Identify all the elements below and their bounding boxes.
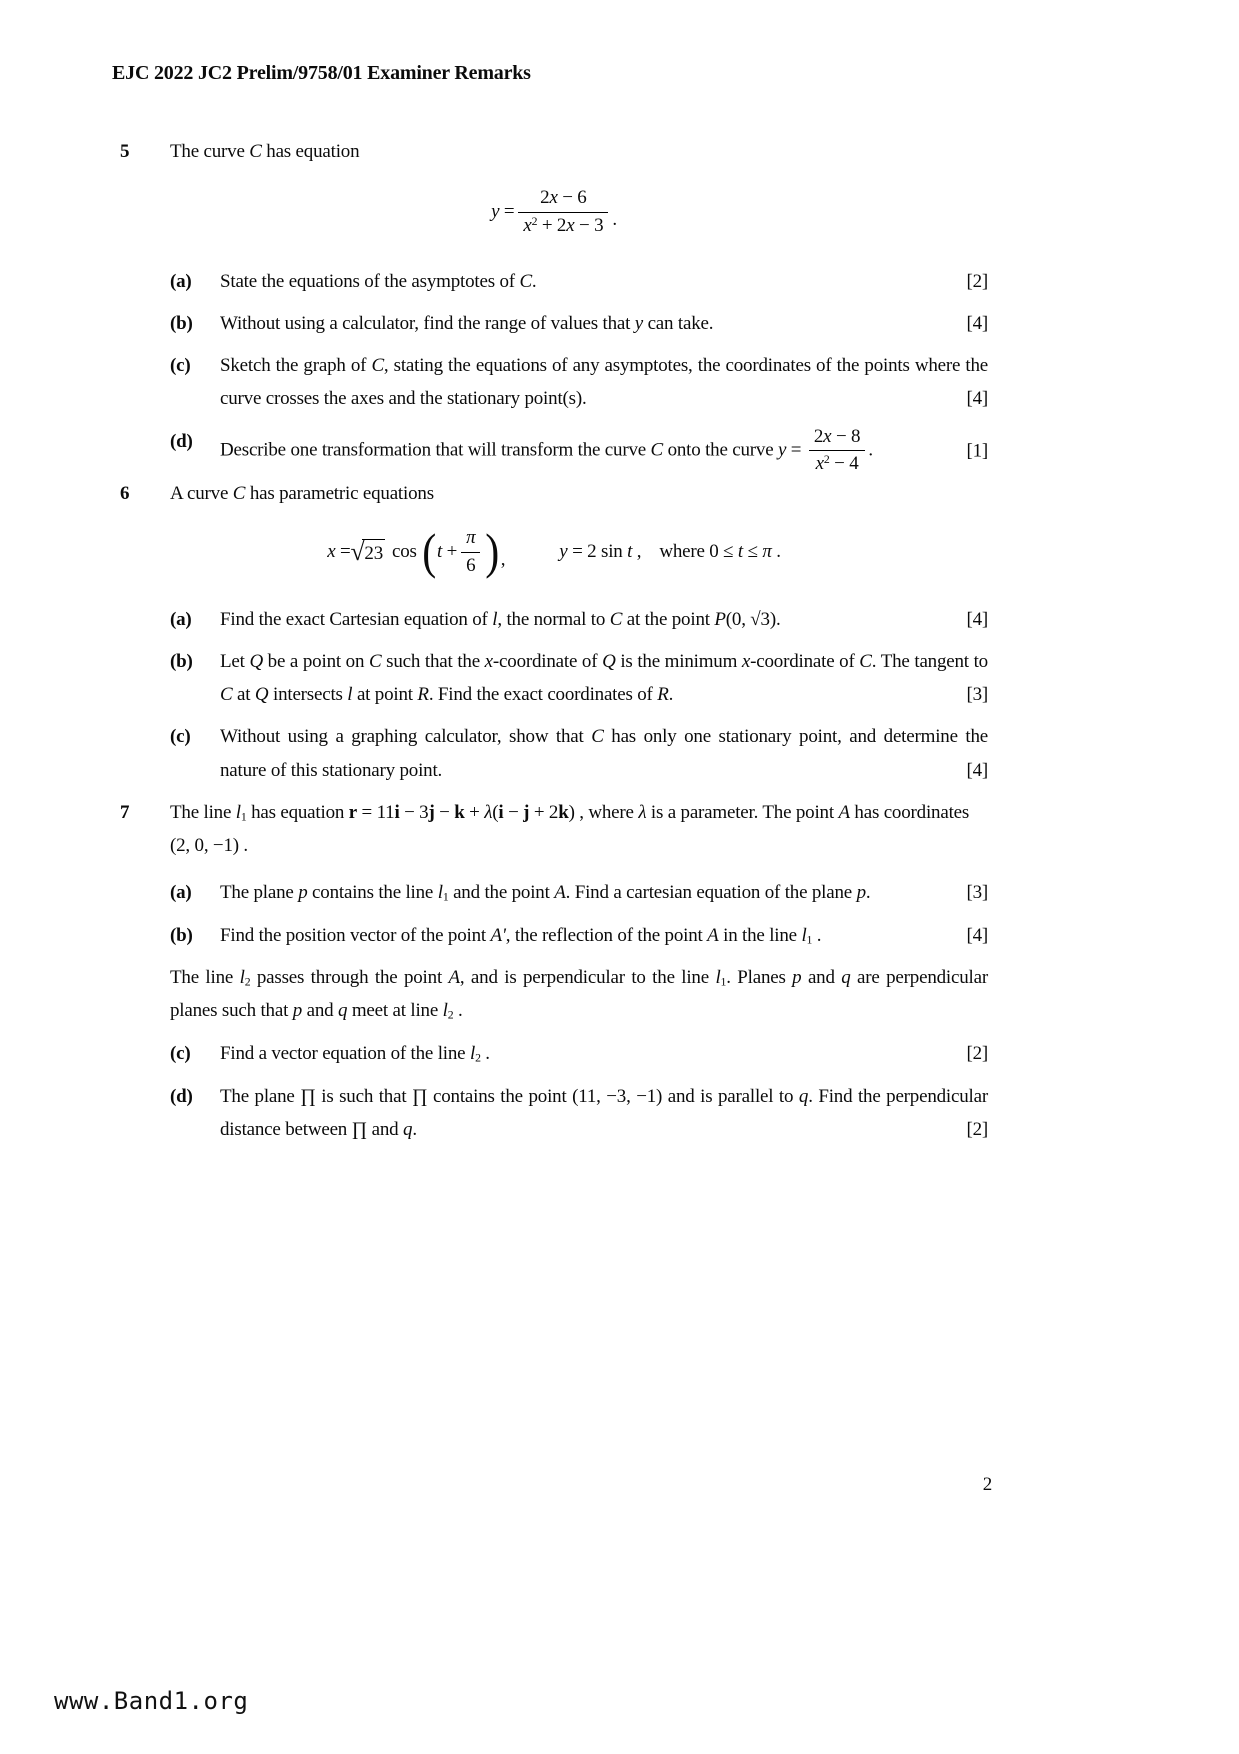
part-text: Find the position vector of the point A', the reflection of the point A in the line $l_1$ . (220, 924, 822, 947)
q6-part-b (170, 645, 988, 712)
question-intro-line1: The line $l_1$ has equation r = 11i − 3j − k + λ(i − j + 2k) , where λ is a parameter. The point A has coordinates (170, 801, 970, 824)
q5-part-a (170, 265, 988, 298)
equation-y-part: y = 2 sin t , (559, 541, 642, 563)
watermark-link: www.Band1.org (54, 1687, 249, 1715)
marks-badge: [4] (966, 608, 988, 630)
part-text: The plane p contains the line $l_1$ and the point A. Find a cartesian equation of the plane p. (220, 882, 871, 904)
page-number: 2 (982, 1474, 992, 1495)
equation-x-lhs: x = (327, 541, 351, 563)
fraction-denominator: $x^2 + 2x - 3$ (523, 214, 604, 236)
close-paren: ) (485, 524, 500, 580)
marks-badge: [2] (966, 1043, 988, 1065)
part-text: Without using a calculator, find the range of values that y can take. (220, 312, 714, 334)
q7-part-b (170, 919, 988, 952)
question-7-intro-row (120, 796, 988, 863)
fraction-denominator: 6 (466, 554, 476, 576)
document-header: EJC 2022 JC2 Prelim/9758/01 Examiner Remarks (112, 62, 531, 84)
part-text (220, 425, 988, 477)
question-intro: The curve C has equation (170, 141, 360, 162)
part-text: Let Q be a point on C such that the x-coordinate of Q is the minimum x-coordinate of C. The tangent to C at Q intersects l at point R. Find the exact coordinates of R. (220, 650, 988, 706)
question-5 (120, 135, 988, 477)
part-label: (d) (170, 430, 193, 452)
marks-badge: [4] (966, 312, 988, 334)
marks-badge: [1] (966, 440, 988, 462)
part-label: (a) (170, 882, 192, 904)
part-label: (c) (170, 1043, 191, 1065)
part-label: (a) (170, 608, 192, 630)
equation-comma: , (500, 548, 506, 570)
equation-lhs: y = (491, 201, 515, 223)
question-intro: A curve C has parametric equations (170, 483, 434, 504)
fraction-numerator: 2x − 8 (809, 425, 865, 452)
question-intro-line2: (2, 0, −1) . (170, 835, 248, 857)
question-5-intro-row (120, 135, 988, 168)
marks-badge: [4] (966, 759, 988, 781)
part-label: (d) (170, 1085, 193, 1107)
q7-part-a (170, 876, 988, 909)
q7-part-c (170, 1037, 988, 1070)
part-label: (a) (170, 270, 192, 292)
q7-part-d (170, 1080, 988, 1147)
q5-part-d (170, 425, 988, 477)
part-label: (c) (170, 726, 191, 748)
question-6 (120, 477, 988, 787)
part-text-suffix: . (868, 439, 873, 461)
fraction (518, 186, 608, 238)
equation-suffix: . (612, 208, 617, 230)
q5-part-b (170, 307, 988, 340)
q5-display-equation (120, 186, 988, 238)
q6-part-a (170, 603, 988, 636)
part-label: (b) (170, 650, 193, 672)
marks-badge: [4] (966, 924, 988, 946)
question-intro (170, 796, 988, 863)
question-7 (120, 796, 988, 1146)
part-text: Find a vector equation of the line $l_2$ . (220, 1043, 490, 1065)
q5-part-c (170, 349, 988, 416)
part-text: Without using a graphing calculator, show that C has only one stationary point, and determine the nature of this stationary point. (220, 726, 988, 781)
marks-badge: [2] (966, 270, 988, 292)
fraction-numerator: π (461, 526, 480, 553)
part-label: (c) (170, 355, 191, 377)
equation-domain: where 0 ≤ t ≤ π . (659, 541, 781, 563)
question-number: 7 (120, 801, 130, 823)
open-paren: ( (421, 524, 436, 580)
part-text-pre: Describe one transformation that will transform the curve C onto the curve y = (220, 439, 806, 461)
part-text: Find the exact Cartesian equation of l, the normal to C at the point P(0, √3). (220, 608, 781, 630)
q6-display-equation (120, 526, 988, 578)
fraction (809, 425, 865, 477)
question-6-intro-row (120, 477, 988, 510)
fraction-numerator: 2x − 6 (518, 186, 608, 213)
cosine-function: cos (392, 541, 417, 563)
marks-badge: [3] (966, 684, 988, 706)
part-text: State the equations of the asymptotes of C. (220, 270, 537, 292)
part-text: Sketch the graph of C, stating the equations of any asymptotes, the coordinates of the points where the curve crosses the axes and the stationary point(s). (220, 355, 988, 410)
question-number: 5 (120, 141, 130, 162)
part-label: (b) (170, 924, 193, 946)
marks-badge: [2] (966, 1118, 988, 1140)
question-number: 6 (120, 483, 130, 504)
marks-badge: [3] (966, 882, 988, 904)
part-text: The plane ∏ is such that ∏ contains the point (11, −3, −1) and is parallel to q. Find the perpendicular distance between ∏ and q. (220, 1085, 988, 1140)
fraction-denominator: $x^2 - 4$ (815, 453, 859, 475)
q7-interlude-paragraph: The line $l_2$ passes through the point A, and is perpendicular to the line $l_1$. Planes p and q are perpendicular planes such that p and q meet at line $l_2$ . (170, 966, 988, 1022)
marks-badge: [4] (966, 388, 988, 410)
q6-part-c (170, 720, 988, 787)
radicand: 23 (362, 539, 385, 567)
radical-sign: √ (350, 536, 365, 566)
part-label: (b) (170, 312, 193, 334)
fraction (461, 526, 480, 578)
square-root (350, 536, 385, 567)
equation-argument: t + (436, 541, 458, 563)
